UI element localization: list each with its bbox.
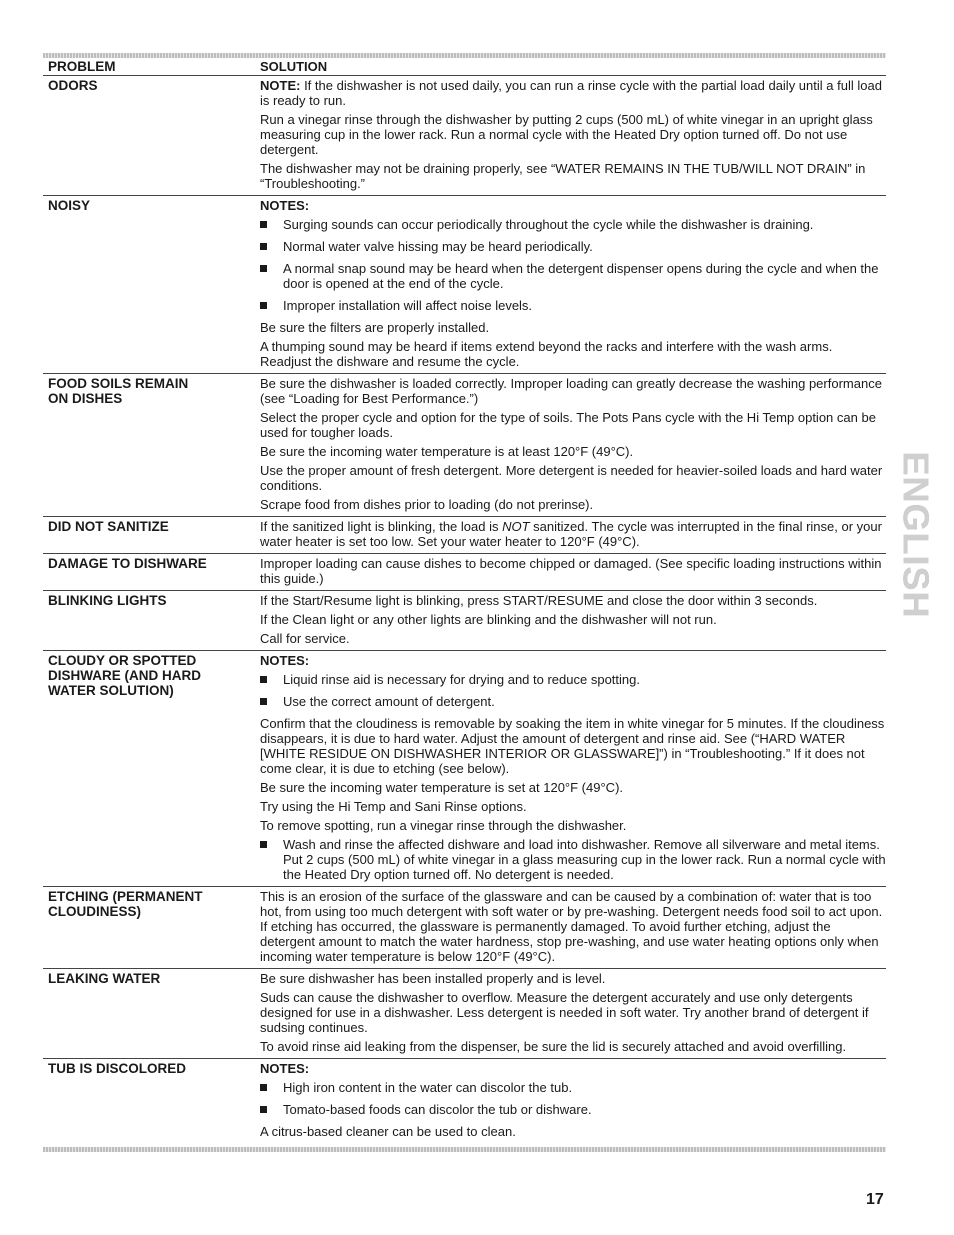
table-header bbox=[43, 58, 886, 76]
solution-text: This is an erosion of the surface of the glassware and can be caused by a combination of: water that is too hot, from using too much detergent with soft water or by pre-washing. Detergent needs food soil to act upon. If etching has occurred, the glassware is permanently damaged. To avoid further etching, adjust the detergent amount to match the water hardness, stop pre-washing, and use water heating options only when incoming water temperature is below 120°F (49°C). bbox=[260, 889, 883, 964]
problem-label: LEAKING WATER bbox=[48, 971, 161, 986]
problem-label: ETCHING (PERMANENT CLOUDINESS) bbox=[48, 889, 203, 919]
notes-heading: NOTES: bbox=[260, 1061, 310, 1076]
table-row-cloudy-or-spotted bbox=[43, 651, 886, 887]
solution-cell bbox=[260, 78, 886, 191]
solution-text: Be sure dishwasher has been installed properly and is level. bbox=[260, 971, 606, 986]
bullet-square-icon bbox=[260, 243, 267, 250]
troubleshooting-table bbox=[43, 53, 886, 1152]
table-row-damage-to-dishware bbox=[43, 554, 886, 591]
bullet-square-icon bbox=[260, 1106, 267, 1113]
notes-heading: NOTES: bbox=[260, 653, 310, 668]
bullet-square-icon bbox=[260, 1084, 267, 1091]
solution-cell bbox=[260, 593, 886, 646]
table-row-blinking-lights bbox=[43, 591, 886, 651]
solution-text: Be sure the incoming water temperature is set at 120°F (49°C). bbox=[260, 780, 624, 795]
solution-text: A citrus-based cleaner can be used to clean. bbox=[260, 1124, 516, 1139]
solution-text: Use the proper amount of fresh detergent. More detergent is needed for heavier-soiled loads and hard water conditions. bbox=[260, 463, 883, 493]
solution-text: If the sanitized light is blinking, the load is NOT sanitized. The cycle was interrupted in the final rinse, or your water heater is set too low. Set your water heater to 120°F (49°C). bbox=[260, 519, 882, 549]
header-problem: PROBLEM bbox=[48, 59, 116, 74]
solution-cell bbox=[260, 971, 886, 1054]
solution-text: Suds can cause the dishwasher to overflow. Measure the detergent accurately and use only detergents designed for use in a dishwasher. Less detergent is needed in soft water. Try another brand of detergent if sudsing continues. bbox=[260, 990, 869, 1035]
bullet-square-icon bbox=[260, 841, 267, 848]
bullet-item: Normal water valve hissing may be heard periodically. bbox=[260, 239, 886, 254]
solution-cell bbox=[260, 653, 886, 882]
bullet-square-icon bbox=[260, 676, 267, 683]
solution-cell bbox=[260, 889, 886, 964]
bullet-item: Surging sounds can occur periodically throughout the cycle while the dishwasher is draining. bbox=[260, 217, 886, 232]
note-text: If the dishwasher is not used daily, you can run a rinse cycle with the partial load daily until a full load is ready to run. bbox=[260, 78, 882, 108]
language-tab-label: ENGLISH bbox=[895, 451, 937, 619]
solution-cell bbox=[260, 519, 886, 549]
solution-text: Run a vinegar rinse through the dishwasher by putting 2 cups (500 mL) of white vinegar in an upright glass measuring cup in the lower rack. Run a normal cycle with the Heated Dry option turned off. Do not use detergent. bbox=[260, 112, 873, 157]
table-row-food-soils bbox=[43, 374, 886, 517]
bullet-square-icon bbox=[260, 302, 267, 309]
bullet-item: Improper installation will affect noise levels. bbox=[260, 298, 886, 313]
solution-text: Call for service. bbox=[260, 631, 350, 646]
solution-text: To avoid rinse aid leaking from the dispenser, be sure the lid is securely attached and avoid overfilling. bbox=[260, 1039, 847, 1054]
solution-text: To remove spotting, run a vinegar rinse through the dishwasher. bbox=[260, 818, 627, 833]
table-row-etching bbox=[43, 887, 886, 969]
solution-text: Scrape food from dishes prior to loading (do not prerinse). bbox=[260, 497, 594, 512]
bullet-item: High iron content in the water can discolor the tub. bbox=[260, 1080, 886, 1095]
solution-cell bbox=[260, 198, 886, 369]
note-label: NOTE: bbox=[260, 78, 301, 93]
solution-text: If the Start/Resume light is blinking, press START/RESUME and close the door within 3 seconds. bbox=[260, 593, 818, 608]
bullet-square-icon bbox=[260, 265, 267, 272]
table-row-odors bbox=[43, 76, 886, 196]
bullet-item: Liquid rinse aid is necessary for drying and to reduce spotting. bbox=[260, 672, 886, 687]
table-row-leaking-water bbox=[43, 969, 886, 1059]
problem-label: ODORS bbox=[48, 78, 98, 93]
solution-text: If the Clean light or any other lights are blinking and the dishwasher will not run. bbox=[260, 612, 717, 627]
bullet-item: Wash and rinse the affected dishware and load into dishwasher. Remove all silverware and metal items. Put 2 cups (500 mL) of white vinegar in a glass measuring cup in the lower rack. Run a normal cycle with the Heated Dry option turned off. No detergent is needed. bbox=[260, 837, 886, 882]
problem-label: BLINKING LIGHTS bbox=[48, 593, 167, 608]
bullet-square-icon bbox=[260, 221, 267, 228]
notes-heading: NOTES: bbox=[260, 198, 310, 213]
solution-text: A thumping sound may be heard if items extend beyond the racks and interfere with the wash arms. Readjust the dishware and resume the cycle. bbox=[260, 339, 833, 369]
table-row-tub-discolored bbox=[43, 1059, 886, 1143]
solution-text: Be sure the dishwasher is loaded correctly. Improper loading can greatly decrease the washing performance (see “Loading for Best Performance.”) bbox=[260, 376, 882, 406]
solution-text: Be sure the incoming water temperature is at least 120°F (49°C). bbox=[260, 444, 634, 459]
solution-text: Select the proper cycle and option for the type of soils. The Pots Pans cycle with the Hi Temp option can be used for tougher loads. bbox=[260, 410, 876, 440]
solution-text: Try using the Hi Temp and Sani Rinse options. bbox=[260, 799, 527, 814]
problem-label: CLOUDY OR SPOTTED DISHWARE (AND HARD WATER SOLUTION) bbox=[48, 653, 201, 698]
solution-text: Improper loading can cause dishes to become chipped or damaged. (See specific loading instructions within this guide.) bbox=[260, 556, 882, 586]
table-row-noisy bbox=[43, 196, 886, 374]
language-tab bbox=[895, 449, 937, 621]
page-number: 17 bbox=[866, 1191, 884, 1208]
problem-label: NOISY bbox=[48, 198, 91, 213]
bullet-item: Tomato-based foods can discolor the tub or dishware. bbox=[260, 1102, 886, 1117]
note-paragraph bbox=[260, 78, 886, 108]
problem-label: DID NOT SANITIZE bbox=[48, 519, 169, 534]
solution-cell bbox=[260, 1061, 886, 1139]
bullet-square-icon bbox=[260, 698, 267, 705]
table-row-did-not-sanitize bbox=[43, 517, 886, 554]
bullet-item: Use the correct amount of detergent. bbox=[260, 694, 886, 709]
solution-cell bbox=[260, 556, 886, 586]
solution-cell bbox=[260, 376, 886, 512]
solution-text: Confirm that the cloudiness is removable by soaking the item in white vinegar for 5 minutes. If the cloudiness disappears, it is due to hard water. Adjust the amount of detergent and rinse aid. See (“HARD WATER [WHITE RESIDUE ON DISHWASHER INTERIOR OR GLASSWARE]”) in “Troubleshooting.” If it does not come clear, it is due to etching (see below). bbox=[260, 716, 885, 776]
table-bottom-rule bbox=[43, 1147, 886, 1152]
solution-text: Be sure the filters are properly installed. bbox=[260, 320, 490, 335]
solution-text: The dishwasher may not be draining properly, see “WATER REMAINS IN THE TUB/WILL NOT DRAIN” in “Troubleshooting.” bbox=[260, 161, 866, 191]
problem-label: FOOD SOILS REMAIN ON DISHES bbox=[48, 376, 189, 406]
problem-label: DAMAGE TO DISHWARE bbox=[48, 556, 207, 571]
bullet-item: A normal snap sound may be heard when the detergent dispenser opens during the cycle and when the door is opened at the end of the cycle. bbox=[260, 261, 886, 291]
header-solution: SOLUTION bbox=[260, 59, 328, 74]
problem-label: TUB IS DISCOLORED bbox=[48, 1061, 187, 1076]
